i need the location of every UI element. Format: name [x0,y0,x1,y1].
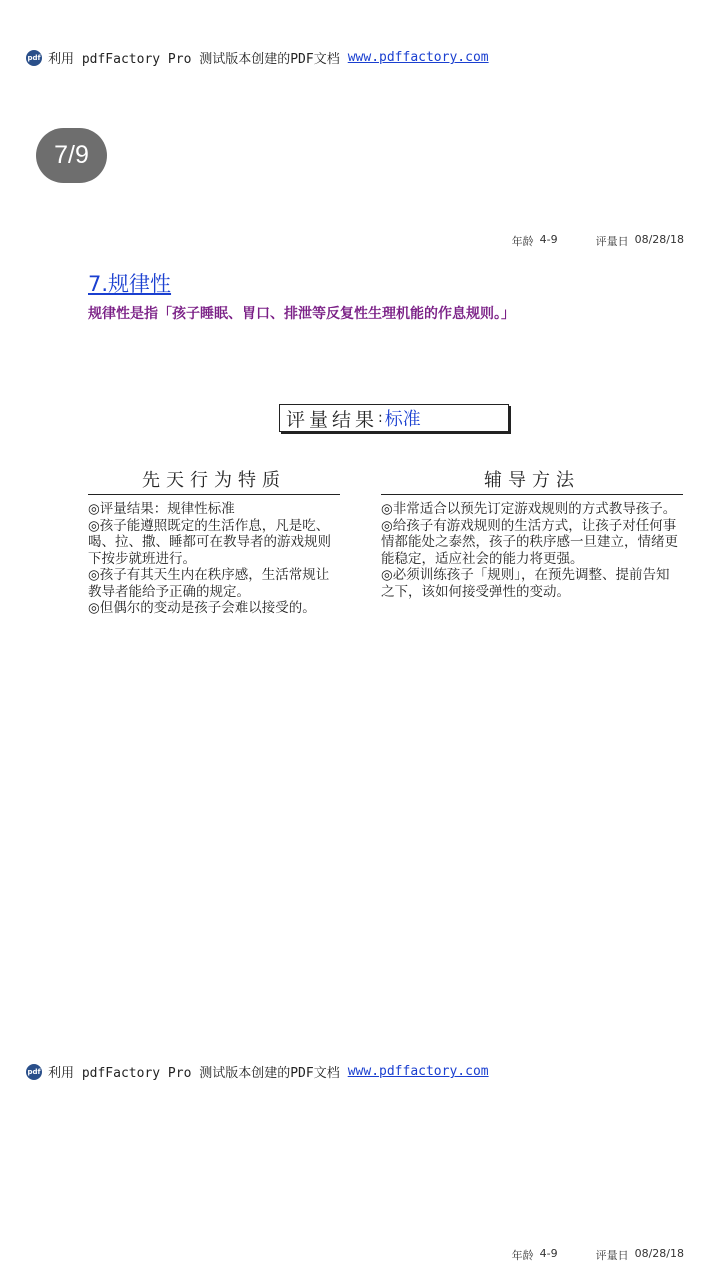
age-label: 年龄 [511,1249,534,1262]
meta-row-bottom [512,1247,684,1263]
guidance-paragraph: ◎必须训练孩子「规则」，在预先调整、提前告知之下，该如何接受弹性的变动。 [381,567,670,600]
guidance-column [381,466,683,600]
age-value: 4-9 [539,233,558,246]
innate-traits-heading: 先天行为特质 [88,466,340,495]
page-indicator: 7/9 [36,128,107,183]
innate-traits-paragraph: ◎孩子有其天生内在秩序感，生活常规让教导者能给予正确的规定。 [88,567,330,600]
watermark-text: 利用 pdfFactory Pro 测试版本创建的PDF文档 [48,1066,340,1081]
section-title: 7.规律性 [88,272,172,296]
watermark-link[interactable]: www.pdffactory.com [347,1064,489,1079]
innate-traits-paragraph: ◎评量结果：规律性标准 [88,501,235,517]
age-label: 年龄 [511,235,534,248]
innate-traits-column [88,466,340,617]
guidance-heading: 辅导方法 [381,466,683,495]
date-value: 08/28/18 [634,233,684,246]
watermark-top [26,48,489,67]
innate-traits-paragraph: ◎孩子能遵照既定的生活作息，凡是吃、喝、拉、撒、睡都可在教导者的游戏规则下按步就班进行。 [88,517,331,567]
guidance-body [381,501,683,600]
result-colon: : [378,410,383,426]
pdffactory-logo-icon: pdf [26,50,42,66]
guidance-paragraph: ◎非常适合以预先订定游戏规则的方式教导孩子。 [381,501,677,517]
watermark-link[interactable]: www.pdffactory.com [347,50,489,65]
age-value: 4-9 [539,1247,558,1260]
date-label: 评量日 [595,235,629,248]
date-value: 08/28/18 [634,1247,684,1260]
result-box [279,404,509,432]
result-value: 标准 [384,409,421,430]
pdffactory-logo-icon: pdf [26,1064,42,1080]
date-label: 评量日 [595,1249,629,1262]
innate-traits-body [88,501,340,617]
innate-traits-paragraph: ◎但偶尔的变动是孩子会难以接受的。 [88,600,316,616]
meta-row-top [512,233,684,249]
guidance-paragraph: ◎给孩子有游戏规则的生活方式，让孩子对任何事情都能处之泰然，孩子的秩序感一旦建立，情绪更能稳定，适应社会的能力将更强。 [381,517,678,567]
section-description: 规律性是指「孩子睡眠、胃口、排泄等反复性生理机能的作息规则。」 [88,306,515,322]
watermark-text: 利用 pdfFactory Pro 测试版本创建的PDF文档 [48,52,340,67]
result-label: 评量结果 [286,408,379,431]
watermark-bottom [26,1062,489,1081]
